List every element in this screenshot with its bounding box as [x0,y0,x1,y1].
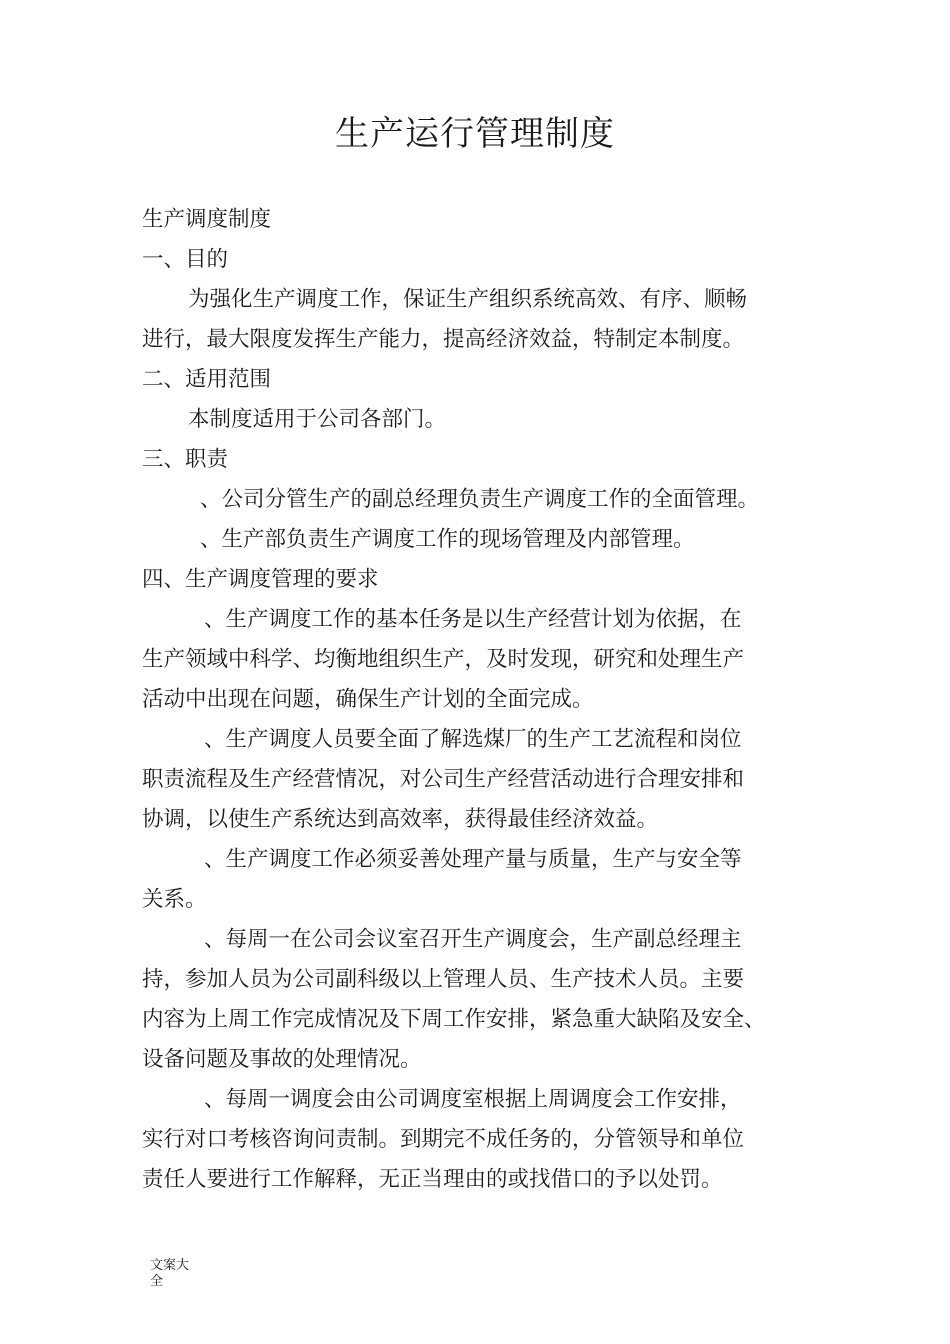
document-title: 生产运行管理制度 [335,114,615,154]
paragraph-line: 实行对口考核咨询问责制。到期完不成任务的，分管领导和单位 [142,1127,745,1152]
paragraph-line: 活动中出现在问题，确保生产计划的全面完成。 [142,687,594,712]
paragraph-line: 关系。 [142,887,207,912]
paragraph-line: 本制度适用于公司各部门。 [188,407,447,432]
paragraph-line: 为强化生产调度工作，保证生产组织系统高效、有序、顺畅 [188,287,748,312]
heading-requirements: 四、生产调度管理的要求 [142,567,379,592]
list-item: 、生产部负责生产调度工作的现场管理及内部管理。 [200,527,695,552]
paragraph-line: 协调，以使生产系统达到高效率，获得最佳经济效益。 [142,807,659,832]
paragraph-line: 生产领域中科学、均衡地组织生产，及时发现，研究和处理生产 [142,647,745,672]
paragraph-line: 持，参加人员为公司副科级以上管理人员、生产技术人员。主要 [142,967,745,992]
list-item: 、生产调度工作的基本任务是以生产经营计划为依据，在 [204,607,742,632]
list-item: 、生产调度工作必须妥善处理产量与质量，生产与安全等 [204,847,742,872]
paragraph-line: 责任人要进行工作解释，无正当理由的或找借口的予以处罚。 [142,1167,723,1192]
list-item: 、每周一调度会由公司调度室根据上周调度会工作安排， [204,1087,742,1112]
section-heading-dispatch-system: 生产调度制度 [142,207,272,232]
list-item: 、每周一在公司会议室召开生产调度会，生产副总经理主 [204,927,742,952]
document-body [142,200,810,1200]
footer-line: 全 [150,1274,164,1289]
list-item: 、公司分管生产的副总经理负责生产调度工作的全面管理。 [200,487,760,512]
heading-purpose: 一、目的 [142,247,229,272]
list-item: 、生产调度人员要全面了解选煤厂的生产工艺流程和岗位 [204,727,742,752]
paragraph-line: 设备问题及事故的处理情况。 [142,1047,422,1072]
footer-note [150,1258,198,1290]
paragraph-line: 内容为上周工作完成情况及下周工作安排，紧急重大缺陷及安全、 [142,1007,766,1032]
paragraph-line: 职责流程及生产经营情况，对公司生产经营活动进行合理安排和 [142,767,745,792]
footer-line: 文案大 [150,1258,190,1273]
heading-responsibilities: 三、职责 [142,447,229,472]
paragraph-line: 进行，最大限度发挥生产能力，提高经济效益，特制定本制度。 [142,327,745,352]
heading-scope: 二、适用范围 [142,367,272,392]
